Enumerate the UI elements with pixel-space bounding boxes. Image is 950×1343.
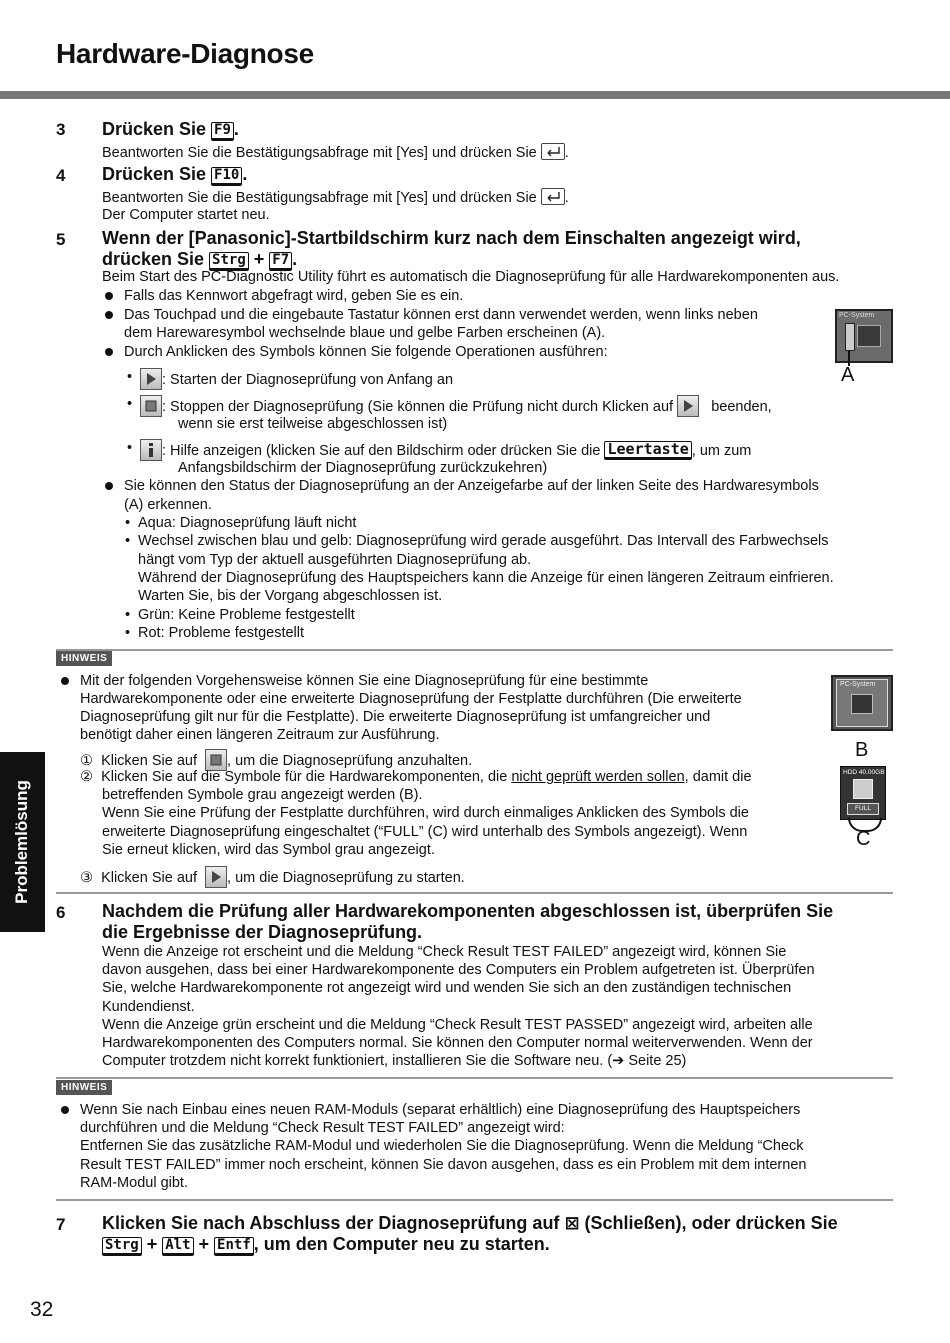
step-5-bullet-3: Durch Anklicken des Symbols können Sie folgende Operationen ausführen: [124, 344, 608, 360]
note-1-label: HINWEIS [56, 651, 112, 666]
status-red: • Rot: Probleme festgestellt [138, 624, 304, 643]
step-4-heading: Drücken Sie F10 . [102, 164, 248, 184]
step-6-line-7: Computer trotzdem nicht korrekt funktioniert, installieren Sie die Software neu. (➔ Seite 25) [102, 1053, 687, 1069]
operation-start: • : Starten der Diagnoseprüfung von Anfang an [140, 368, 453, 390]
section-tab-label: Problemlösung [12, 780, 31, 904]
status-green: • Grün: Keine Probleme festgestellt [138, 606, 355, 625]
key-f9: F9 [211, 122, 234, 141]
key-f7: F7 [269, 252, 292, 271]
note-1-step-2: ② Klicken Sie auf die Symbole für die Hardwarekomponenten, die nicht geprüft werden sollen, damit die [80, 769, 752, 785]
label-b: B [855, 739, 869, 761]
note-2-bottom-rule [56, 1199, 893, 1201]
note-2-para-3: Entfernen Sie das zusätzliche RAM-Modul und wiederholen Sie die Diagnoseprüfung. Wenn die Meldung “Check [80, 1138, 804, 1154]
play-icon[interactable] [205, 866, 227, 888]
step-3-number: 3 [56, 120, 66, 139]
thumbnail-c-caption: HDD 40.00GB [843, 769, 885, 776]
step-5-heading-1: Wenn der [Panasonic]-Startbildschirm kurz nach dem Einschalten angezeigt wird, [102, 228, 801, 248]
operation-help-cont: Anfangsbildschirm der Diagnoseprüfung zurückzukehren) [178, 460, 548, 476]
thumbnail-b-frame [836, 679, 888, 727]
step-6-line-2: davon ausgehen, dass bei einer Hardwarekomponente des Computers ein Problem aufgetreten ist. Überprüfen [102, 962, 815, 978]
step-6-heading-1: Nachdem die Prüfung aller Hardwarekomponenten abgeschlossen ist, überprüfen Sie [102, 901, 834, 921]
play-icon[interactable] [677, 395, 699, 417]
step-6-heading-2: die Ergebnisse der Diagnoseprüfung. [102, 922, 423, 942]
hdd-icon [853, 779, 873, 799]
note-1-top-rule [56, 649, 893, 651]
status-blue-yellow-3: Während der Diagnoseprüfung des Hauptspeichers kann die Anzeige für einen längeren Zeitraum einfrieren. [138, 570, 834, 586]
step-4-body: Beantworten Sie die Bestätigungsabfrage mit [Yes] und drücken Sie . [102, 190, 569, 206]
step-6-top-rule [56, 892, 893, 894]
key-entf: Entf [214, 1237, 254, 1256]
key-strg: Strg [209, 252, 249, 271]
step-5-bullet-2-cont: dem Harewaresymbol wechselnde blaue und gelbe Farben erscheinen (A). [124, 325, 606, 341]
status-blue-yellow: • Wechsel zwischen blau und gelb: Diagnoseprüfung wird gerade ausgeführt. Das Intervall des Farbwechsels [138, 532, 828, 551]
step-3-body: Beantworten Sie die Bestätigungsabfrage mit [Yes] und drücken Sie . [102, 145, 569, 161]
step-4-body-2: Der Computer startet neu. [102, 207, 270, 223]
note-2-label: HINWEIS [56, 1080, 112, 1095]
note-1-para-2: Hardwarekomponente oder eine erweiterte Diagnoseprüfung der Festplatte durchführen (Die erweiterte [80, 691, 742, 707]
note-1-para-1: Mit der folgenden Vorgehensweise können Sie eine Diagnoseprüfung für eine bestimmte [80, 673, 649, 689]
note-1-step-2-d: erweiterte Diagnoseprüfung eingeschaltet (“FULL” (C) wird unterhalb des Symbols angezeigt). Wenn [102, 824, 748, 840]
hardware-icon [851, 694, 873, 714]
step-5-number: 5 [56, 230, 66, 249]
hardware-symbol-thumbnail-b [831, 675, 893, 731]
key-alt: Alt [162, 1237, 193, 1256]
full-badge: FULL [847, 803, 879, 815]
step-6-line-5: Wenn die Anzeige grün erscheint und die Meldung “Check Result TEST PASSED” angezeigt wird, arbeiten alle [102, 1017, 813, 1033]
step-5-bullet-1: Falls das Kennwort abgefragt wird, geben Sie es ein. [124, 288, 464, 304]
step-7-number: 7 [56, 1215, 66, 1234]
step-6-line-4: Kundendienst. [102, 999, 195, 1015]
operation-stop: • : Stoppen der Diagnoseprüfung (Sie können die Prüfung nicht durch Klicken auf beenden, [140, 395, 772, 417]
note-2-top-rule [56, 1077, 893, 1079]
step-6-number: 6 [56, 903, 66, 922]
status-blue-yellow-4: Warten Sie, bis der Vorgang abgeschlossen ist. [138, 588, 443, 604]
arrow-right-icon: ➔ [612, 1053, 625, 1069]
hardware-symbol-thumbnail-a [835, 309, 893, 363]
step-5-bullet-4-cont: (A) erkennen. [124, 497, 212, 513]
step-6-line-1: Wenn die Anzeige rot erscheint und die Meldung “Check Result TEST FAILED” angezeigt wird, können Sie [102, 944, 787, 960]
step-5-bullet-4: Sie können den Status der Diagnoseprüfung an der Anzeigefarbe auf der linken Seite des Hardwaresymbols [124, 478, 819, 494]
step-7-heading-2: Strg + Alt + Entf , um den Computer neu zu starten. [102, 1234, 550, 1256]
step-6-line-3: Sie, welche Hardwarekomponente rot angezeigt wird und wenden Sie sich an den zuständigen technischen [102, 980, 792, 996]
note-1-para-4: benötigt daher einen längeren Zeitraum zur Ausführung. [80, 727, 440, 743]
note-1-step-2-b: betreffenden Symbole grau angezeigt werden (B). [102, 787, 423, 803]
note-1-step-3: ③ Klicken Sie auf , um die Diagnoseprüfung zu starten. [80, 866, 465, 888]
status-indicator-bar [845, 323, 855, 351]
key-f10: F10 [211, 167, 242, 186]
operation-help: • : Hilfe anzeigen (klicken Sie auf den Bildschirm oder drücken Sie die Leertaste , um zum [140, 439, 751, 461]
enter-key-icon [541, 188, 565, 205]
thumbnail-a-caption: PC-System [839, 312, 875, 319]
operation-stop-cont: wenn sie erst teilweise abgeschlossen ist) [178, 416, 448, 432]
key-leertaste: Leertaste [604, 441, 691, 460]
stop-icon[interactable] [140, 395, 162, 417]
step-6-line-6: Hardwarekomponenten des Computers normal. Sie können den Computer normal weiterverwenden. Wenn der [102, 1035, 813, 1051]
note-2-para-1: Wenn Sie nach Einbau eines neuen RAM-Moduls (separat erhältlich) eine Diagnoseprüfung des Hauptspeichers [80, 1102, 801, 1118]
note-2-para-4: Result TEST FAILED” immer noch erscheint, können Sie davon ausgehen, dass es ein Problem mit dem internen [80, 1157, 807, 1173]
step-5-bullet-2: Das Touchpad und die eingebaute Tastatur können erst dann verwendet werden, wenn links neben [124, 307, 758, 323]
key-strg: Strg [102, 1237, 142, 1256]
note-2-para-2: durchführen und die Meldung “Check Result TEST FAILED” angezeigt wird: [80, 1120, 565, 1136]
label-c: C [856, 828, 871, 850]
note-1-step-2-e: Sie erneut klicken, wird das Symbol grau angezeigt. [102, 842, 435, 858]
section-tab [0, 752, 45, 932]
step-4-number: 4 [56, 166, 66, 185]
hardware-icon [857, 325, 881, 347]
header-rule [0, 91, 950, 99]
step-3-heading: Drücken Sie F9 . [102, 119, 239, 139]
enter-key-icon [541, 143, 565, 160]
note-1-para-3: Diagnoseprüfung gilt nur für die Festplatte). Die erweiterte Diagnoseprüfung ist umfangreicher und [80, 709, 711, 725]
page-title: Hardware-Diagnose [56, 38, 314, 69]
step-7-heading-1: Klicken Sie nach Abschluss der Diagnoseprüfung auf ⊠ (Schließen), oder drücken Sie [102, 1213, 838, 1233]
note-1-step-2-c: Wenn Sie eine Prüfung der Festplatte durchführen, wird durch einmaliges Anklicken des Symbols die [102, 805, 749, 821]
note-1-step-1: ① Klicken Sie auf , um die Diagnoseprüfung anzuhalten. [80, 749, 472, 771]
hardware-symbol-thumbnail-c [840, 766, 886, 820]
thumbnail-b-caption: PC-System [840, 681, 876, 688]
status-blue-yellow-2: hängt vom Typ der aktuell ausgeführten Diagnoseprüfung ab. [138, 552, 532, 568]
status-aqua: • Aqua: Diagnoseprüfung läuft nicht [138, 514, 356, 533]
step-5-heading-2: drücken Sie Strg + F7 . [102, 249, 298, 269]
step-5-body: Beim Start des PC-Diagnostic Utility führt es automatisch die Diagnoseprüfung für alle Hardwarekomponenten aus. [102, 269, 840, 285]
info-icon[interactable] [140, 439, 162, 461]
note-2-para-5: RAM-Modul gibt. [80, 1175, 188, 1191]
label-a: A [841, 364, 855, 386]
page-number: 32 [30, 1298, 54, 1321]
play-icon[interactable] [140, 368, 162, 390]
close-icon: ⊠ [564, 1213, 580, 1233]
